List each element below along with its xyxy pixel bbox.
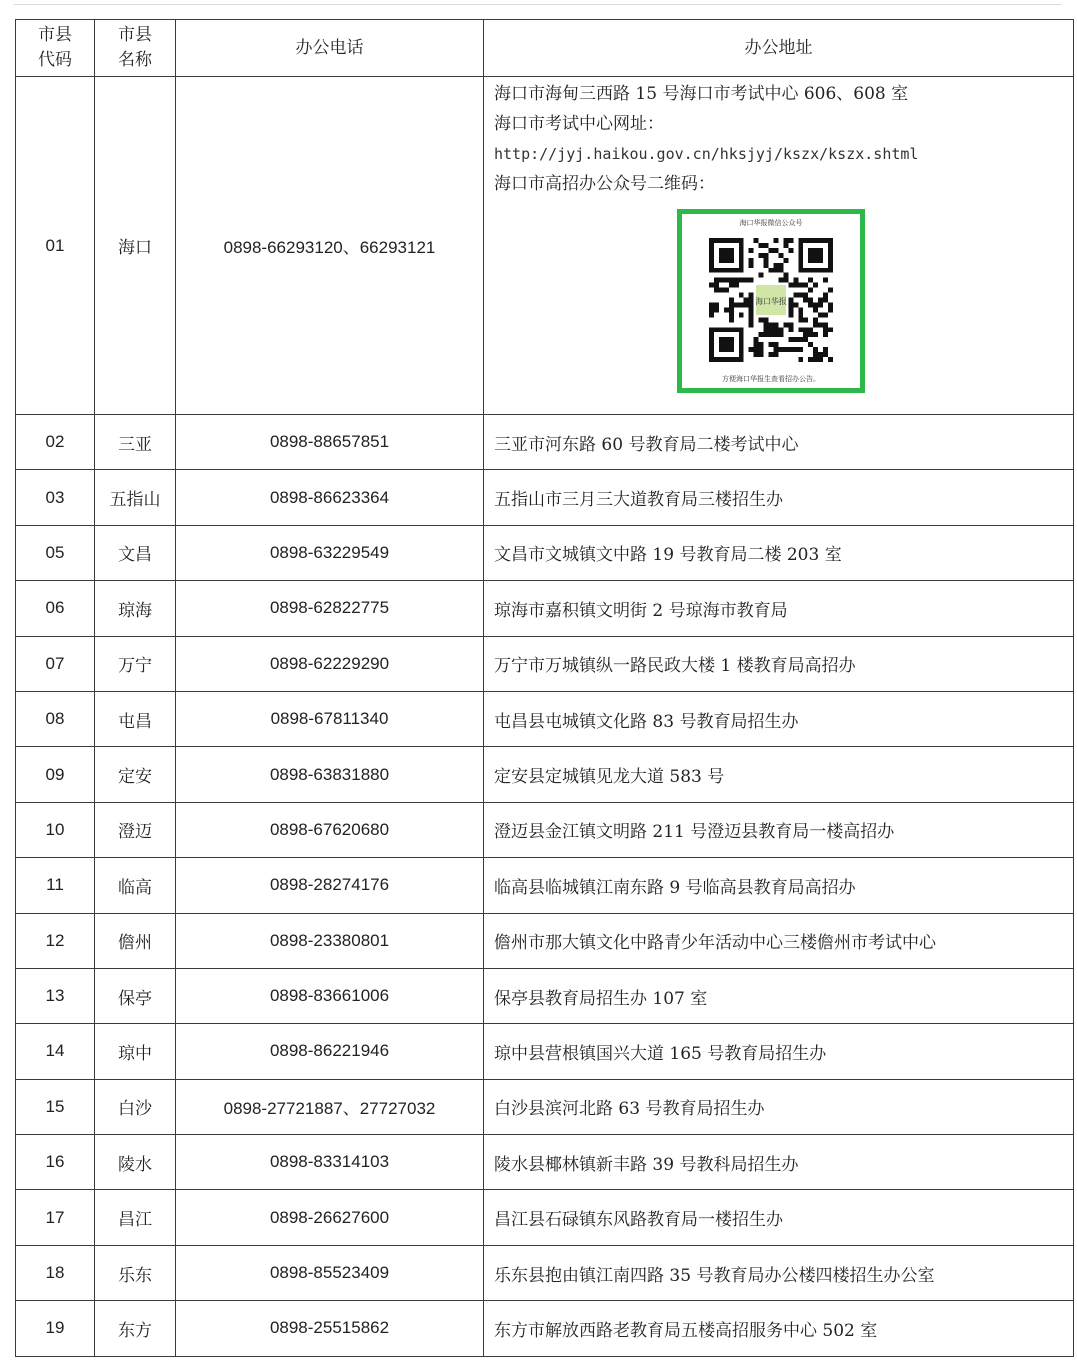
cell-phone: 0898-62229290 [176,636,484,691]
cell-address: 保亭县教育局招生办 107 室 [484,968,1074,1023]
cell-address [484,77,1074,415]
cell-code: 13 [16,968,95,1023]
cell-name: 海口 [95,77,176,415]
cell-name: 保亭 [95,968,176,1023]
cell-code: 01 [16,77,95,415]
cell-phone: 0898-88657851 [176,415,484,470]
header-name-text: 市县 名称 [118,25,152,70]
table-row [16,968,1074,1023]
cell-name: 定安 [95,747,176,802]
cell-code: 14 [16,1024,95,1079]
haikou-website-url[interactable]: http://jyj.haikou.gov.cn/hksjyj/kszx/kszx.shtml [494,145,919,163]
cell-address: 三亚市河东路 60 号教育局二楼考试中心 [484,415,1074,470]
cell-address: 昌江县石碌镇东风路教育局一楼招生办 [484,1190,1074,1245]
qr-code-inner [682,214,860,388]
cell-name: 文昌 [95,525,176,580]
cell-code: 09 [16,747,95,802]
cell-address: 澄迈县金江镇文明路 211 号澄迈县教育局一楼高招办 [484,802,1074,857]
qr-code-icon [709,238,833,362]
cell-address: 乐东县抱由镇江南四路 35 号教育局办公楼四楼招生办公室 [484,1245,1074,1300]
table-row [16,470,1074,525]
header-code [16,20,95,77]
cell-name: 五指山 [95,470,176,525]
cell-code: 11 [16,858,95,913]
table-row-haikou [16,77,1074,415]
cell-address: 屯昌县屯城镇文化路 83 号教育局招生办 [484,691,1074,746]
qr-code-card [677,209,865,393]
cell-phone: 0898-26627600 [176,1190,484,1245]
cell-code: 17 [16,1190,95,1245]
cell-address: 儋州市那大镇文化中路青少年活动中心三楼儋州市考试中心 [484,913,1074,968]
qr-caption-top: 海口华报微信公众号 [739,219,803,227]
cell-name: 东方 [95,1301,176,1356]
cell-address: 定安县定城镇见龙大道 583 号 [484,747,1074,802]
cell-phone: 0898-83661006 [176,968,484,1023]
cell-name: 琼海 [95,581,176,636]
cell-name: 白沙 [95,1079,176,1134]
table-row [16,691,1074,746]
cell-address: 琼海市嘉积镇文明街 2 号琼海市教育局 [484,581,1074,636]
cell-code: 05 [16,525,95,580]
header-name [95,20,176,77]
cell-address: 东方市解放西路老教育局五楼高招服务中心 502 室 [484,1301,1074,1356]
cell-name: 乐东 [95,1245,176,1300]
cell-phone: 0898-67620680 [176,802,484,857]
cell-name: 三亚 [95,415,176,470]
cell-name: 儋州 [95,913,176,968]
cell-code: 08 [16,691,95,746]
top-divider [14,4,1062,5]
cell-code: 16 [16,1135,95,1190]
cell-phone: 0898-25515862 [176,1301,484,1356]
header-phone: 办公电话 [176,20,484,77]
cell-code: 15 [16,1079,95,1134]
table-row [16,858,1074,913]
cell-code: 18 [16,1245,95,1300]
cell-address: 五指山市三月三大道教育局三楼招生办 [484,470,1074,525]
table-row [16,1245,1074,1300]
table-row [16,1301,1074,1356]
table-row [16,802,1074,857]
cell-phone: 0898-86221946 [176,1024,484,1079]
cell-name: 临高 [95,858,176,913]
cell-phone: 0898-62822775 [176,581,484,636]
cell-code: 07 [16,636,95,691]
header-address: 办公地址 [484,20,1074,77]
table-row [16,913,1074,968]
cell-name: 琼中 [95,1024,176,1079]
cell-name: 昌江 [95,1190,176,1245]
table-row [16,1135,1074,1190]
header-code-text: 市县 代码 [38,25,72,70]
table-row [16,415,1074,470]
cell-code: 19 [16,1301,95,1356]
cell-phone: 0898-28274176 [176,858,484,913]
cell-phone: 0898-83314103 [176,1135,484,1190]
cell-address: 琼中县营根镇国兴大道 165 号教育局招生办 [484,1024,1074,1079]
table-row [16,525,1074,580]
cell-code: 03 [16,470,95,525]
cell-address: 临高县临城镇江南东路 9 号临高县教育局高招办 [484,858,1074,913]
cell-phone: 0898-66293120、66293121 [176,77,484,415]
cell-code: 06 [16,581,95,636]
cell-phone: 0898-63831880 [176,747,484,802]
table-row [16,747,1074,802]
cell-code: 10 [16,802,95,857]
cell-phone: 0898-86623364 [176,470,484,525]
table-row [16,581,1074,636]
cell-phone: 0898-27721887、27727032 [176,1079,484,1134]
header-row [16,20,1074,77]
haikou-qr-label: 海口市高招办公众号二维码： [494,174,715,194]
cell-address: 白沙县滨河北路 63 号教育局招生办 [484,1079,1074,1134]
haikou-address-block [494,77,1073,199]
cell-name: 陵水 [95,1135,176,1190]
cell-phone: 0898-23380801 [176,913,484,968]
cell-address: 万宁市万城镇纵一路民政大楼 1 楼教育局高招办 [484,636,1074,691]
haikou-address: 海口市海甸三西路 15 号海口市考试中心 606、608 室 [494,84,909,104]
cell-address: 陵水县椰林镇新丰路 39 号教科局招生办 [484,1135,1074,1190]
cell-phone: 0898-85523409 [176,1245,484,1300]
table-row [16,1079,1074,1134]
cell-code: 12 [16,913,95,968]
table-row [16,1190,1074,1245]
table-row [16,1024,1074,1079]
haikou-website-label: 海口市考试中心网址： [494,114,664,134]
cell-name: 万宁 [95,636,176,691]
cell-code: 02 [16,415,95,470]
cell-name: 澄迈 [95,802,176,857]
svg-text:海口华报: 海口华报 [755,296,787,306]
cell-phone: 0898-67811340 [176,691,484,746]
contact-table [15,19,1074,1357]
qr-caption-bottom: 方便海口华报生查看招办公告。 [722,375,820,383]
cell-address: 文昌市文城镇文中路 19 号教育局二楼 203 室 [484,525,1074,580]
cell-phone: 0898-63229549 [176,525,484,580]
cell-name: 屯昌 [95,691,176,746]
table-row [16,636,1074,691]
